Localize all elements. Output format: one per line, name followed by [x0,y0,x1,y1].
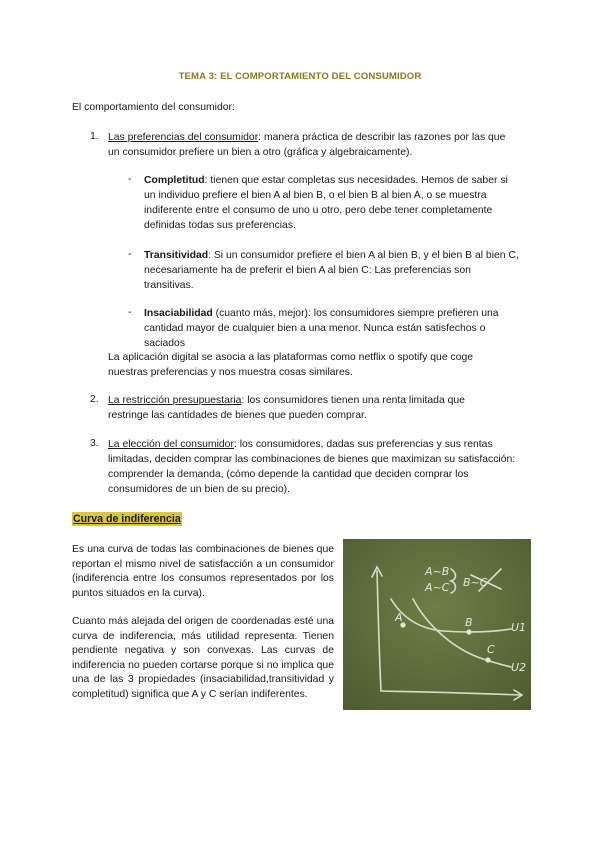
item3-text: : los consumidores, dadas sus preferencias y sus rentas limitadas, deciden comprar las combinaciones de bienes que maximizan su satisfacción: comprender la demanda, (cómo depende la cantidad que deciden comprar los consumidores de un bien de su precio). [108,439,516,495]
subitem-dash: - [128,174,132,185]
item3-paragraph [108,437,526,497]
subitem-term: Insaciabilidad [144,308,213,319]
item1-term: Las preferencias del consumidor [108,132,259,143]
item1-text: : manera práctica de describir las razones por las que un consumidor prefiere un bien a otro (gráfica y algebraicamente). [108,132,506,158]
page-title: TEMA 3: EL COMPORTAMIENTO DEL CONSUMIDOR [178,71,422,82]
definition-paragraph: Es una curva de todas las combinaciones de bienes que reportan el mismo nivel de satisfacción a un consumidor (indiferencia entre los consumos representados por los puntos situados en la curva). [72,544,334,599]
subitem-text: : Si un consumidor prefiere el bien A al bien B, y el bien B al bien C, necesariamente ha de preferir el bien A al bien C: Las preferencias son transitivas. [144,250,519,291]
item2-paragraph [108,393,498,423]
item1-number: 1. [90,131,99,142]
board-label-u1: U1 [511,621,527,634]
app-note: La aplicación digital se asocia a las plataformas como netflix o spotify que coge nuestras preferencias y nos muestra cosas similares. [108,352,474,378]
explanation-paragraph: Cuanto más alejada del origen de coordenadas esté una curva de indiferencia, más utilidad representa. Tienen pendiente negativa y son convexas. Las curvas de indiferencia no pueden cortarse porque si no implica que una de las 3 propiedades (insaciabilidad,transitividad y completitud) significa que A y C serían indiferentes. [72,616,334,700]
subitem-dash: - [128,249,132,260]
item2-number: 2. [90,394,99,405]
board-crossed-eq: B~C [463,576,488,589]
section-heading: Curva de indiferencia [73,513,181,525]
board-eq2: A~C [425,581,450,594]
item3-term: La elección del consumidor [108,439,234,450]
item2-term: La restricción presupuestaria [108,395,242,406]
item2-text: : los consumidores tienen una renta limitada que restringe las cantidades de bienes que pueden comprar. [108,395,465,421]
subitem-transitividad [144,248,522,293]
board-label-u2: U2 [511,661,527,674]
subitem-text: (cuanto más, mejor): los consumidores siempre prefieren una cantidad mayor de cualquier bien a una menor. Nunca están satisfechos o saciados [144,308,499,349]
subitem-term: Completitud [144,175,205,186]
item3-number: 3. [90,438,99,449]
point-b [466,629,471,634]
intro-text: El comportamiento del consumidor: [72,102,235,113]
subitem-term: Transitividad [144,250,209,261]
board-eq1: A~B [425,565,450,578]
subitem-insaciabilidad [144,306,522,351]
subitem-completitud [144,173,522,233]
board-label-a: A [395,611,403,624]
indifference-curve-drawing [343,539,531,710]
item1-paragraph [108,130,518,160]
board-label-c: C [487,643,495,656]
chalkboard-image [343,539,531,710]
board-label-b: B [465,616,473,629]
subitem-text: : tienen que estar completas sus necesidades. Hemos de saber si un individuo prefiere el bien A al bien B, o el bien B al bien A, o se muestra indiferente entre el consumo de uno u otro, pero debe tener completamente definidas todas sus preferencias. [144,175,508,231]
point-c [485,657,490,662]
subitem-dash: - [128,307,132,318]
